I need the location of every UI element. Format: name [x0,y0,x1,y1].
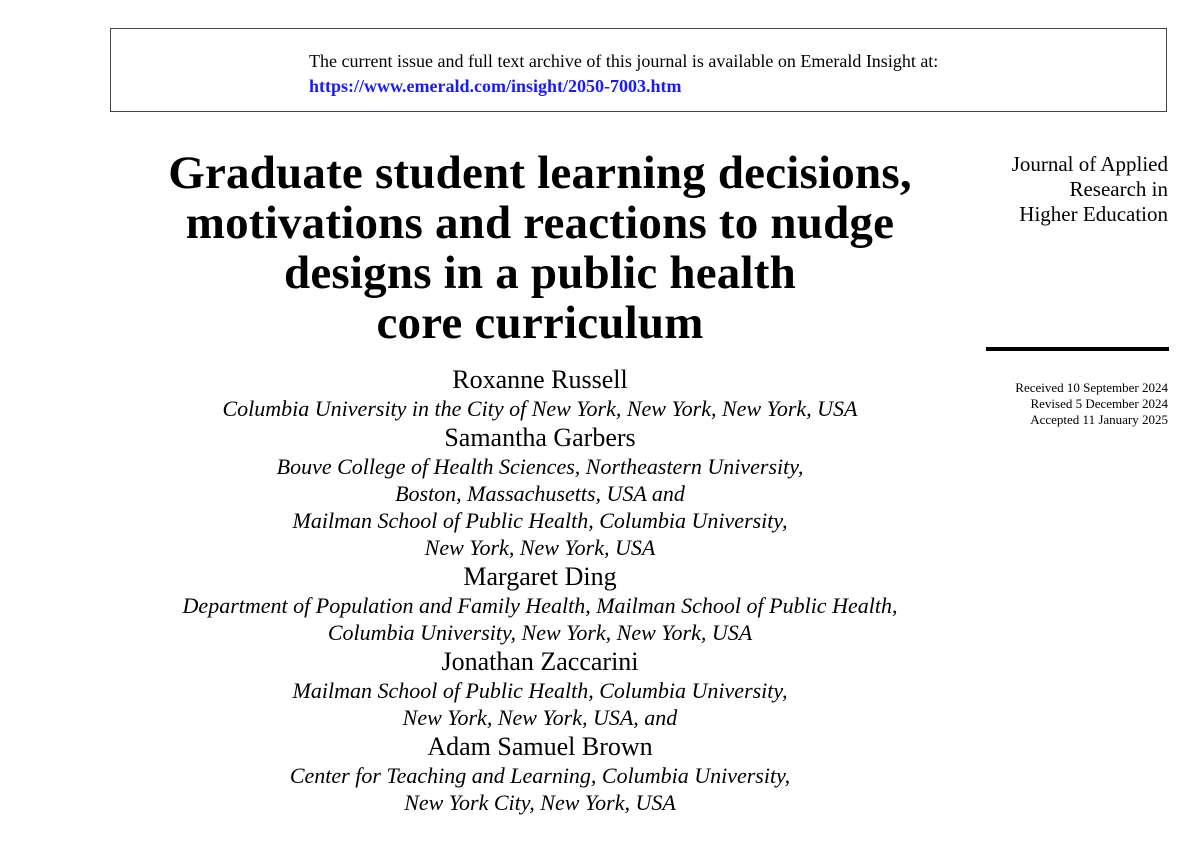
author-entry [100,364,980,422]
author-affiliation: Bouve College of Health Sciences, Northeastern University, [276,454,804,479]
journal-name-line: Higher Education [1019,202,1168,226]
author-affiliation: Boston, Massachusetts, USA and [395,481,685,506]
revised-date: Revised 5 December 2024 [1030,396,1168,411]
author-affiliation: Columbia University in the City of New York, New York, New York, USA [222,396,858,421]
title-line: Graduate student learning decisions, [168,147,912,199]
author-name: Adam Samuel Brown [427,732,653,761]
title-line: designs in a public health [284,247,796,299]
title-line: core curriculum [376,297,704,349]
journal-name [980,152,1168,227]
author-affiliation: New York, New York, USA [424,535,656,560]
author-entry [100,561,980,646]
author-affiliation: New York City, New York, USA [404,790,676,815]
article-title [100,148,980,348]
author-name: Margaret Ding [463,562,617,591]
author-affiliation: Mailman School of Public Health, Columbia University, [292,678,788,703]
title-line: motivations and reactions to nudge [185,197,895,249]
accepted-date: Accepted 11 January 2025 [1030,412,1168,427]
author-entry [100,731,980,816]
author-list [100,364,980,816]
availability-notice [309,49,938,99]
journal-sidebar [980,152,1168,227]
article-dates [980,380,1168,428]
author-affiliation: New York, New York, USA, and [402,705,678,730]
sidebar-divider [986,347,1169,351]
article-header [100,148,980,816]
author-entry [100,646,980,731]
author-name: Samantha Garbers [444,423,636,452]
journal-availability-box [110,28,1167,112]
author-entry [100,422,980,561]
author-affiliation: Columbia University, New York, New York, USA [327,620,753,645]
received-date: Received 10 September 2024 [1015,380,1168,395]
author-name: Jonathan Zaccarini [441,647,639,676]
journal-link[interactable]: https://www.emerald.com/insight/2050-7003.htm [309,76,682,96]
journal-name-line: Journal of Applied [1011,152,1168,176]
author-name: Roxanne Russell [452,365,628,394]
author-affiliation: Center for Teaching and Learning, Columbia University, [289,763,791,788]
author-affiliation: Department of Population and Family Health, Mailman School of Public Health, [182,593,898,618]
author-affiliation: Mailman School of Public Health, Columbia University, [292,508,788,533]
journal-name-line: Research in [1069,177,1168,201]
availability-text: The current issue and full text archive of this journal is available on Emerald Insight at: [309,51,939,71]
